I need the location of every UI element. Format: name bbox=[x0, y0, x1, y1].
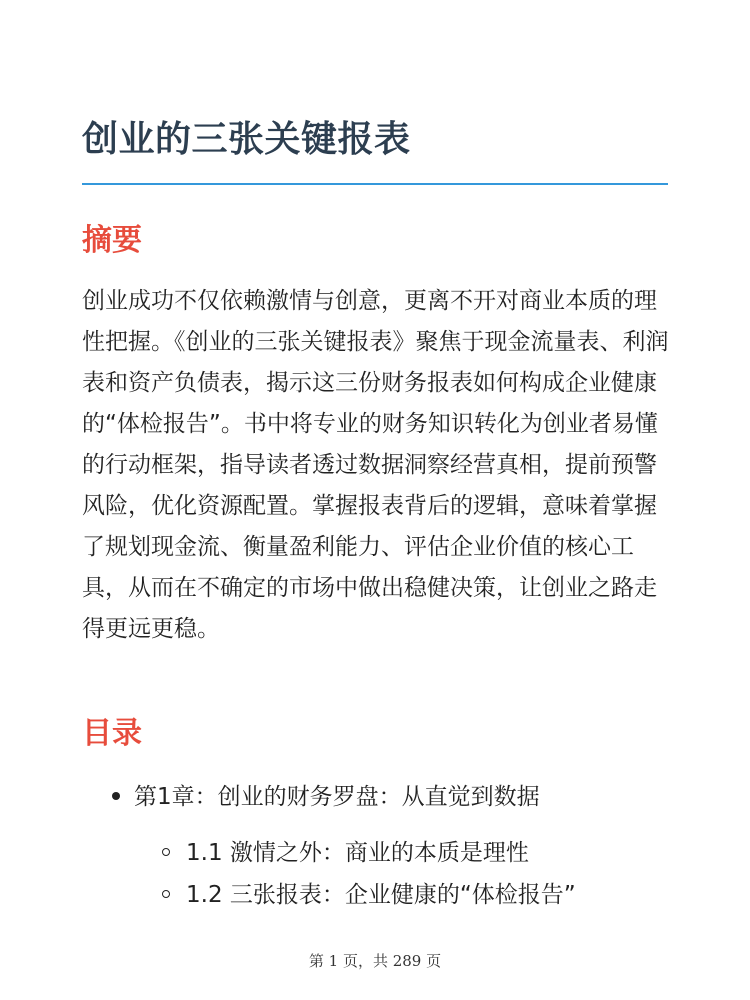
toc-chapter-item bbox=[112, 779, 540, 815]
toc-section-label: 1.1 激情之外：商业的本质是理性 bbox=[186, 840, 529, 866]
page-number-footer: 第 1 页，共 289 页 bbox=[308, 952, 442, 970]
title-divider bbox=[82, 183, 668, 185]
toc-section-item bbox=[162, 877, 576, 913]
summary-paragraph: 创业成功不仅依赖激情与创意，更离不开对商业本质的理性把握。《创业的三张关键报表》聚焦于现金流量表、利润表和资产负债表，揭示这三份财务报表如何构成企业健康的“体检报告”。书中将专业的财务知识转化为创业者易懂的行动框架，指导读者透过数据洞察经营真相，提前预警风险，优化资源配置。掌握报表背后的逻辑，意味着掌握了规划现金流、衡量盈利能力、评估企业价值的核心工具，从而在不确定的市场中做出稳健决策，让创业之路走得更远更稳。 bbox=[82, 288, 669, 642]
bullet-disc-icon bbox=[112, 792, 120, 800]
document-title: 创业的三张关键报表 bbox=[82, 119, 411, 160]
bullet-circle-icon bbox=[162, 848, 170, 856]
bullet-circle-icon bbox=[162, 890, 170, 898]
toc-section-item bbox=[162, 835, 529, 871]
toc-heading: 目录 bbox=[82, 716, 142, 751]
summary-heading: 摘要 bbox=[82, 223, 142, 258]
toc-section-label: 1.2 三张报表：企业健康的“体检报告” bbox=[186, 882, 576, 908]
toc-chapter-label: 第1章：创业的财务罗盘：从直觉到数据 bbox=[134, 784, 540, 810]
